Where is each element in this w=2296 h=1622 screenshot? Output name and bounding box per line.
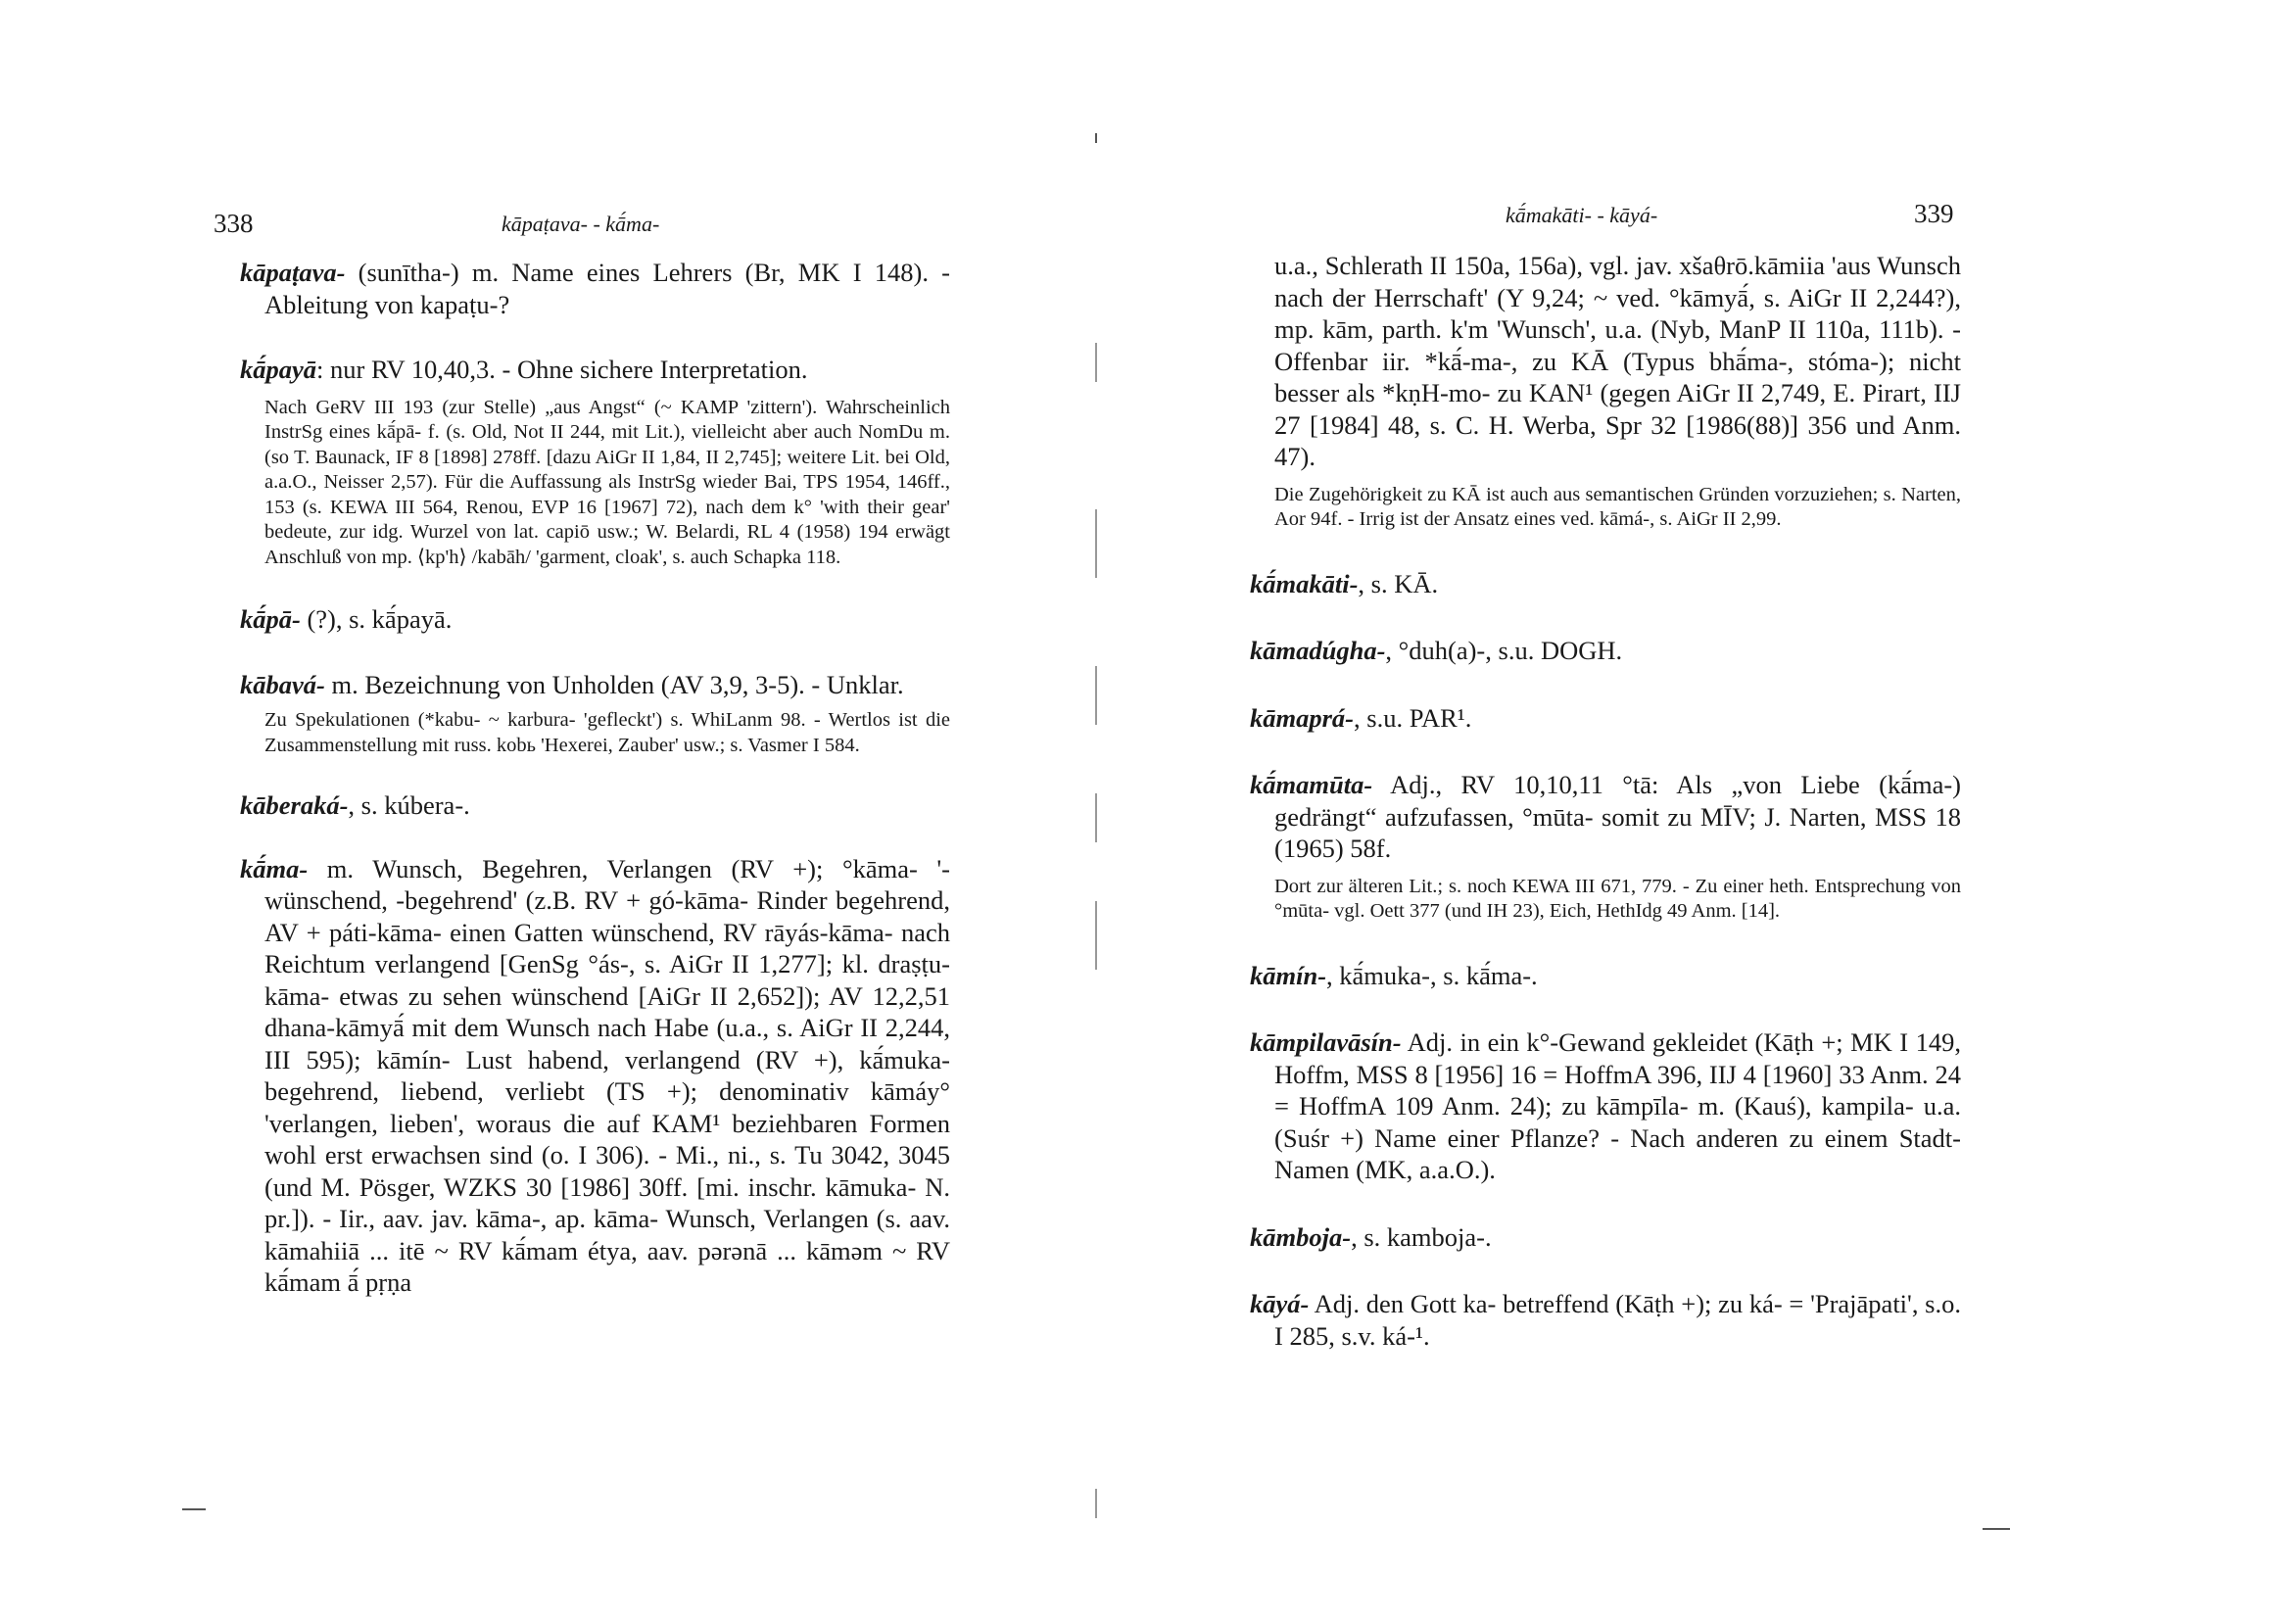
gutter-mark <box>1095 666 1097 725</box>
lemma: kāpaṭava- <box>240 258 346 287</box>
entry-text: Adj. den Gott ka- betreffend (Kāṭh +); zu ká- = 'Prajāpati', s.o. I 285, s.v. ká-¹. <box>1274 1289 1961 1351</box>
note-kama-continued: Die Zugehörigkeit zu KĀ ist auch aus semantischen Gründen vorzuziehen; s. Narten, Aor 94f. - Irrig ist der Ansatz eines ved. kāmá-, s. AiGr II 2,99. <box>1274 483 1961 530</box>
lemma: kāmín- <box>1250 960 1327 990</box>
lemma: kā́makāti- <box>1250 568 1359 598</box>
gutter-mark <box>1095 133 1097 143</box>
entry-text: , kā́muka-, s. kā́ma-. <box>1326 960 1538 990</box>
gutter-mark <box>1095 509 1097 578</box>
entry-text: (sunītha-) m. Name eines Lehrers (Br, MK I 148). - Ableitung von kapaṭu-? <box>264 258 950 319</box>
left-running-head: kāpaṭava- - kā́ma- <box>502 212 660 236</box>
lemma: kābavá- <box>240 669 325 699</box>
entry-kamakati <box>1250 568 1961 600</box>
note-kapaya: Nach GeRV III 193 (zur Stelle) „aus Angst“ (~ KAMP 'zittern'). Wahrscheinlich InstrSg eines kā́pā- f. (s. Old, Not II 244, mit Lit.), vielleicht aber auch NomDu m. (so T. Baunack, IF 8 [1898] 278ff. [dazu AiGr II 1,84, II 2,745]; weitere Lit. bei Old, a.a.O., Neisser 2,57). Für die Auffassung als InstrSg wieder Bai, TPS 1954, 146ff., 153 (s. KEWA III 564, Renou, EVP 16 [1967] 72), nach dem k° 'with their gear' bedeute, zur idg. Wurzel von lat. capiō usw.; W. Belardi, RL 4 (1958) 194 erwägt Anschluß von mp. ⟨kp'h⟩ /kabāh/ 'garment, cloak', s. auch Schapka 118. <box>264 396 950 568</box>
entry-kapaya <box>240 354 950 386</box>
lemma: kāmpilavāsín- <box>1250 1027 1402 1057</box>
entry-kaberaka <box>240 789 950 822</box>
entry-kampilavasin <box>1250 1026 1961 1186</box>
entry-text: , s. kamboja-. <box>1351 1221 1492 1252</box>
entry-text: m. Bezeichnung von Unholden (AV 3,9, 3-5). - Unklar. <box>324 669 904 699</box>
gutter-mark <box>1095 793 1097 842</box>
right-page <box>1148 0 2296 1622</box>
right-running-head: kā́makāti- - kāyá- <box>1506 203 1658 227</box>
entry-text: : nur RV 10,40,3. - Ohne sichere Interpretation. <box>316 355 808 384</box>
entry-kabava <box>240 669 950 701</box>
gutter-mark <box>1095 901 1097 970</box>
entry-text: (?), s. kā́payā. <box>300 604 453 634</box>
entry-text: , s. KĀ. <box>1358 568 1439 598</box>
gutter-mark <box>1095 1489 1097 1518</box>
entry-text: , °duh(a)-, s.u. DOGH. <box>1385 636 1623 665</box>
left-column <box>240 257 950 1299</box>
entry-kaya <box>1250 1288 1961 1352</box>
entry-kamadugha <box>1250 635 1961 667</box>
entry-kamin <box>1250 960 1961 992</box>
entry-text: Adj., RV 10,10,11 °tā: Als „von Liebe (kā́ma-) gedrängt“ aufzufassen, °mūta- somit zu MĪV; J. Narten, MSS 18 (1965) 58f. <box>1274 770 1961 863</box>
entry-kama-continued <box>1250 250 1961 473</box>
entry-kama <box>240 853 950 1299</box>
lemma: kāyá- <box>1250 1289 1310 1318</box>
entry-kamapra <box>1250 702 1961 735</box>
lemma: kā́pā- <box>240 604 301 634</box>
entry-kamboja <box>1250 1221 1961 1254</box>
lemma: kā́ma- <box>240 853 309 883</box>
note-kamamuta: Dort zur älteren Lit.; s. noch KEWA III 671, 779. - Zu einer heth. Entsprechung von °mūta- vgl. Oett 377 (und IH 23), Eich, HethIdg 49 Anm. [14]. <box>1274 875 1961 922</box>
lemma: kāberaká- <box>240 790 349 820</box>
lemma: kāmadúgha- <box>1250 636 1386 665</box>
left-page-number: 338 <box>214 209 254 238</box>
lemma: kāmboja- <box>1250 1221 1352 1252</box>
entry-text: , s.u. PAR¹. <box>1354 702 1472 733</box>
page-corner-mark <box>1983 1528 2010 1530</box>
page-corner-mark <box>182 1508 206 1510</box>
entry-kapatava <box>240 257 950 320</box>
entry-text: , s. kúbera-. <box>348 790 470 820</box>
entry-text: Adj. in ein k°-Gewand gekleidet (Kāṭh +; MK I 149, Hoffm, MSS 8 [1956] 16 = HoffmA 396, IIJ 4 [1960] 33 Anm. 24 = HoffmA 109 Anm. 24); zu kāmpīla- m. (Kauś), kampila- u.a. (Suśr +) Name einer Pflanze? - Nach anderen zu einem Stadt-Namen (MK, a.a.O.). <box>1274 1027 1961 1184</box>
lemma: kā́mamūta- <box>1250 770 1373 799</box>
lemma: kā́payā <box>240 355 317 384</box>
entry-kapa <box>240 603 950 636</box>
lemma: kāmaprá- <box>1250 702 1354 733</box>
right-page-number: 339 <box>1914 199 1954 228</box>
right-column <box>1250 250 1961 1352</box>
entry-kamamuta <box>1250 769 1961 865</box>
entry-text: u.a., Schlerath II 150a, 156a), vgl. jav. xšaθrō.kāmiia 'aus Wunsch nach der Herrschaft' (Y 9,24; ~ ved. °kāmyā́, s. AiGr II 2,244?), mp. kām, parth. k'm 'Wunsch', u.a. (Nyb, ManP II 110a, 111b). - Offenbar iir. *kā́-ma-, zu KĀ (Typus bhā́ma-, stóma-); nicht besser als *kṇH-mo- zu KAN¹ (gegen AiGr II 2,749, E. Pirart, IIJ 27 [1984] 48, s. C. H. Werba, Spr 32 [1986(88)] 356 und Anm. 47). <box>1274 251 1961 471</box>
gutter-mark <box>1095 343 1097 382</box>
entry-text: m. Wunsch, Begehren, Verlangen (RV +); °kāma- '-wünschend, -begehrend' (z.B. RV + gó-kāma- Rinder begehrend, AV + páti-kāma- einen Gatten wünschend, RV rāyás-kāma- nach Reichtum verlangend [GenSg °ás-, s. AiGr II 1,277]; kl. draṣṭu-kāma- etwas zu sehen wünschend [AiGr II 2,652]); AV 12,2,51 dhana-kāmyā́ mit dem Wunsch nach Habe (u.a., s. AiGr II 2,244, III 595); kāmín- Lust habend, verlangend (RV +), kā́muka- begehrend, liebend, verliebt (TS +); denominativ kāmáy° 'verlangen, lieben', woraus die auf KAM¹ beziehbaren Formen wohl erst erwachsen sind (o. I 306). - Mi., ni., s. Tu 3042, 3045 (und M. Pösger, WZKS 30 [1986] 30ff. [mi. inschr. kāmuka- N. pr.]). - Iir., aav. jav. kāma-, ap. kāma- Wunsch, Verlangen (s. aav. kāmahiiā ... itē ~ RV kā́mam étya, aav. pərənā ... kāməm ~ RV kā́mam ā́ pṛṇa <box>264 853 950 1297</box>
note-kabava: Zu Spekulationen (*kabu- ~ karbura- 'gefleckt') s. WhiLanm 98. - Wertlos ist die Zusammenstellung mit russ. kobь 'Hexerei, Zauber' usw.; s. Vasmer I 584. <box>264 709 950 756</box>
